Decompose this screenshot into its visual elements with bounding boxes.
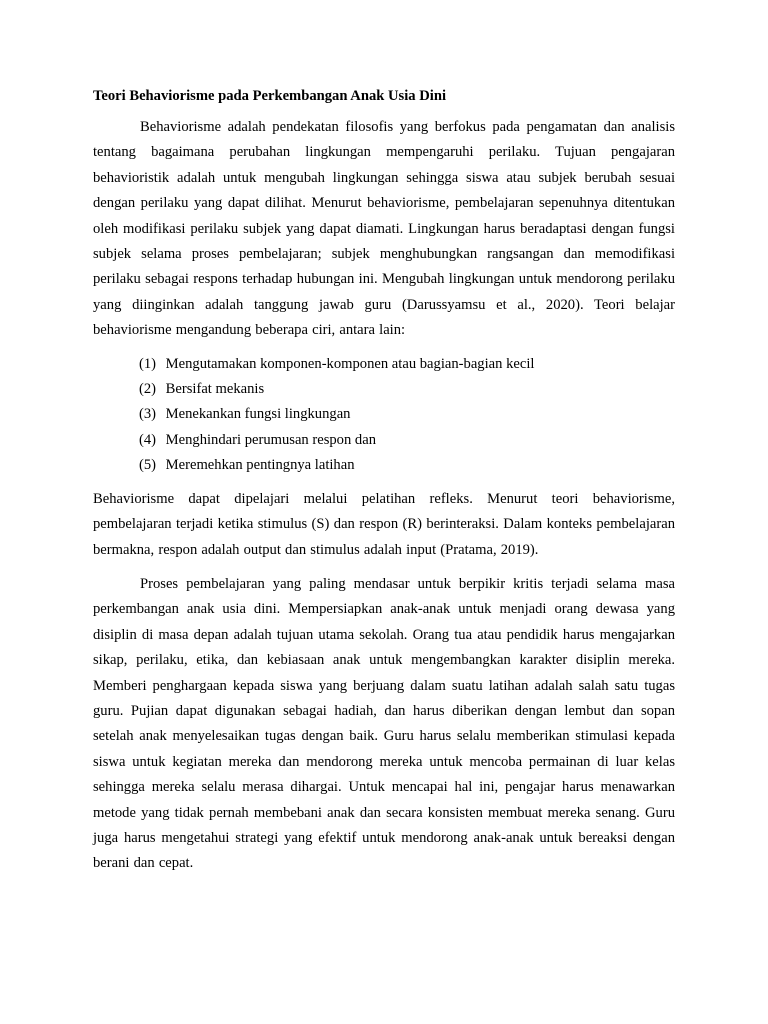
list-item-number: (5): [139, 457, 157, 474]
list-item-text: Meremehkan pentingnya latihan: [165, 457, 355, 474]
list-item-text: Menghindari perumusan respon dan: [165, 431, 376, 448]
document-title: Teori Behaviorisme pada Perkembangan Anak Usia Dini: [93, 88, 446, 104]
paragraph-early-childhood: Proses pembelajaran yang paling mendasar untuk berpikir kritis terjadi selama masa perkembangan anak usia dini. Mempersiapkan anak-anak untuk menjadi orang dewasa yang disiplin di masa depan adalah tujuan utama sekolah. Orang tua atau pendidik harus mengajarkan sikap, perilaku, etika, dan kebiasaan anak untuk mengembangkan karakter disiplin mereka. Memberi penghargaan kepada siswa yang berjuang dalam suatu latihan adalah salah satu tugas guru. Pujian dapat digunakan sebagai hadiah, dan harus diberikan dengan lembut dan sopan setelah anak menyelesaikan tugas dengan baik. Guru harus selalu memberikan stimulasi kepada siswa untuk kegiatan mereka dan mendorong mereka untuk mencoba permainan di luar kelas sehingga mereka selalu merasa dihargai. Untuk mencapai hal ini, pengajar harus menawarkan metode yang tidak pernah membebani anak dan secara konsisten membuat mereka senang. Guru juga harus mengetahui strategi yang efektif untuk mendorong anak-anak untuk bereaksi dengan berani dan cepat.: [93, 575, 675, 872]
list-item-text: Menekankan fungsi lingkungan: [165, 406, 351, 423]
paragraph-stimulus-response: Behaviorisme dapat dipelajari melalui pelatihan refleks. Menurut teori behaviorisme, pembelajaran terjadi ketika stimulus (S) dan respon (R) berinteraksi. Dalam konteks pembelajaran bermakna, respon adalah output dan stimulus adalah input (Pratama, 2019).: [93, 490, 675, 558]
list-item-number: (2): [139, 381, 157, 398]
list-item-number: (1): [139, 355, 157, 372]
list-item: [139, 428, 675, 453]
document-page: [93, 85, 675, 877]
list-item: [139, 402, 675, 427]
list-item-text: Mengutamakan komponen-komponen atau bagian-bagian kecil: [165, 355, 535, 372]
list-item-number: (3): [139, 406, 157, 423]
list-item: [139, 453, 675, 478]
paragraph-intro: Behaviorisme adalah pendekatan filosofis yang berfokus pada pengamatan dan analisis tentang bagaimana perubahan lingkungan mempengaruhi perilaku. Tujuan pengajaran behavioristik adalah untuk mengubah lingkungan sehingga siswa atau subjek berubah sesuai dengan perilaku yang dapat dilihat. Menurut behaviorisme, pembelajaran sepenuhnya ditentukan oleh modifikasi perilaku subjek yang dapat diamati. Lingkungan harus beradaptasi dengan fungsi subjek selama proses pembelajaran; subjek menghubungkan rangsangan dan memodifikasi perilaku sebagai respons terhadap hubungan ini. Mengubah lingkungan untuk mendorong perilaku yang diinginkan adalah tanggung jawab guru (Darussyamsu et al., 2020). Teori belajar behaviorisme mengandung beberapa ciri, antara lain:: [93, 119, 675, 339]
list-item: [139, 377, 675, 402]
list-item: [139, 352, 675, 377]
list-item-text: Bersifat mekanis: [165, 381, 265, 398]
characteristics-list: [139, 352, 675, 479]
list-item-number: (4): [139, 431, 157, 448]
